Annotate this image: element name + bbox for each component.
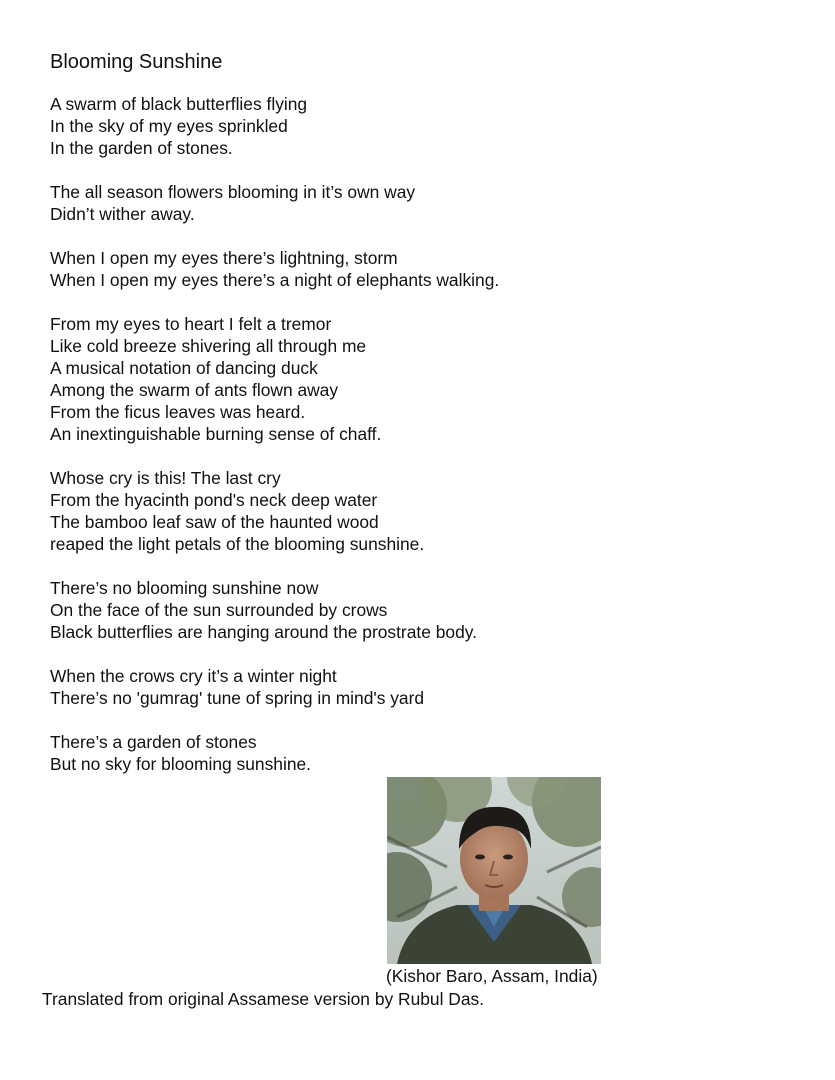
poem-line: Black butterflies are hanging around the prostrate body. (50, 622, 477, 642)
poem-line: The all season flowers blooming in it’s own way (50, 182, 416, 202)
stanza (50, 665, 499, 709)
stanza (50, 731, 499, 775)
author-photo (387, 777, 601, 964)
poem-line: reaped the light petals of the blooming sunshine. (50, 534, 425, 554)
poem-line: From the ficus leaves was heard. (50, 402, 306, 422)
poem-line: When I open my eyes there’s lightning, storm (50, 248, 398, 268)
poem-line: An inextinguishable burning sense of chaff. (50, 424, 382, 444)
poem-line: Like cold breeze shivering all through me (50, 336, 367, 356)
stanza (50, 181, 499, 225)
poem-line: When the crows cry it’s a winter night (50, 666, 337, 686)
poem-line: Didn’t wither away. (50, 204, 195, 224)
poem-line: The bamboo leaf saw of the haunted wood (50, 512, 379, 532)
poem-line: There’s a garden of stones (50, 732, 257, 752)
translation-credit: Translated from original Assamese version by Rubul Das. (42, 989, 485, 1009)
poem-line: From my eyes to heart I felt a tremor (50, 314, 332, 334)
poem-line: In the sky of my eyes sprinkled (50, 116, 288, 136)
poem-body (50, 93, 499, 797)
poem-line: A swarm of black butterflies flying (50, 94, 308, 114)
poem-line: A musical notation of dancing duck (50, 358, 318, 378)
stanza (50, 313, 499, 445)
poem-title: Blooming Sunshine (50, 51, 223, 73)
poem-line: But no sky for blooming sunshine. (50, 754, 312, 774)
poem-line: There’s no 'gumrag' tune of spring in mind's yard (50, 688, 425, 708)
poem-line: From the hyacinth pond's neck deep water (50, 490, 378, 510)
stanza (50, 247, 499, 291)
poem-line: Whose cry is this! The last cry (50, 468, 281, 488)
stanza (50, 93, 499, 159)
poem-line: There’s no blooming sunshine now (50, 578, 319, 598)
stanza (50, 467, 499, 555)
stanza (50, 577, 499, 643)
poem-line: In the garden of stones. (50, 138, 233, 158)
author-caption: (Kishor Baro, Assam, India) (386, 966, 598, 986)
poem-line: Among the swarm of ants flown away (50, 380, 339, 400)
poem-line: When I open my eyes there’s a night of elephants walking. (50, 270, 500, 290)
poem-line: On the face of the sun surrounded by crows (50, 600, 388, 620)
